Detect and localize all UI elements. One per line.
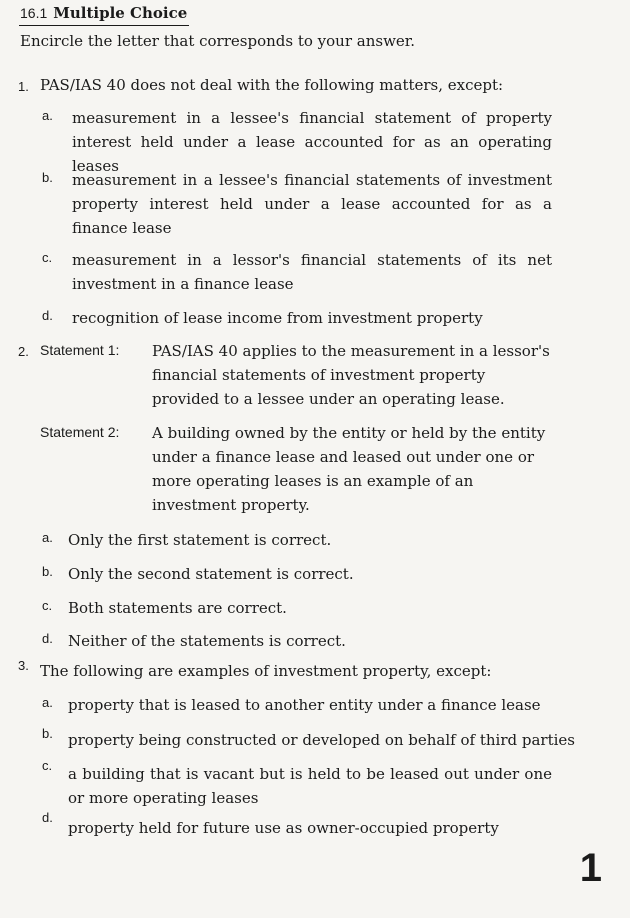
- option-letter: d.: [42, 631, 53, 646]
- q2-option-d[interactable]: [42, 629, 442, 655]
- section-heading: [20, 4, 187, 22]
- q3-option-c[interactable]: [42, 758, 582, 812]
- statement-1-label: Statement 1:: [40, 342, 120, 358]
- option-letter: a.: [42, 108, 53, 123]
- q3-option-b[interactable]: [42, 728, 582, 754]
- question-3-number: 3.: [18, 658, 29, 673]
- option-letter: a.: [42, 695, 53, 710]
- q1-option-c[interactable]: [42, 248, 562, 298]
- q1-option-a[interactable]: [42, 106, 562, 175]
- question-1-number: 1.: [18, 79, 29, 94]
- section-title: Multiple Choice: [53, 4, 188, 22]
- option-text: a building that is vacant but is held to be leased out under one or more operating leases: [68, 765, 552, 807]
- option-text: recognition of lease income from investment property: [72, 309, 483, 327]
- option-text: property being constructed or developed on behalf of third parties: [68, 731, 575, 749]
- q1-option-d[interactable]: [42, 306, 562, 332]
- option-letter: b.: [42, 726, 53, 741]
- option-letter: b.: [42, 170, 53, 185]
- title-underline: [19, 25, 189, 26]
- option-text: Only the second statement is correct.: [68, 565, 354, 583]
- statement-2-label: Statement 2:: [40, 424, 120, 440]
- option-text: property that is leased to another entity under a finance lease: [68, 696, 541, 714]
- question-1-text: PAS/IAS 40 does not deal with the following matters, except:: [40, 76, 504, 94]
- option-letter: d.: [42, 308, 53, 323]
- question-2-number: 2.: [18, 344, 29, 359]
- option-letter: a.: [42, 530, 53, 545]
- option-text: property held for future use as owner-occupied property: [68, 819, 499, 837]
- question-3-stem: The following are examples of investment property, except:: [40, 662, 492, 680]
- statement-2-text: A building owned by the entity or held by the entity under a finance lease and leased out under one or more operating leases is an example of an investment property.: [152, 424, 546, 514]
- q3-option-a[interactable]: [42, 693, 562, 719]
- section-number: 16.1: [20, 5, 48, 21]
- option-text: Neither of the statements is correct.: [68, 632, 346, 650]
- option-letter: b.: [42, 564, 53, 579]
- statement-1-text: PAS/IAS 40 applies to the measurement in a lessor's financial statements of investment property provided to a lessee under an operating lease.: [152, 342, 550, 408]
- option-text: measurement in a lessee's financial statements of investment property interest held under a lease accounted for as a finance lease: [72, 171, 552, 237]
- option-text: measurement in a lessee's financial statement of property interest held under a lease accounted for as an operating leases: [72, 109, 552, 175]
- option-letter: d.: [42, 810, 53, 825]
- instruction-text: Encircle the letter that corresponds to your answer.: [20, 32, 416, 50]
- q2-option-c[interactable]: [42, 596, 442, 622]
- q2-option-b[interactable]: [42, 562, 442, 588]
- question-1-stem: [18, 76, 504, 94]
- option-text: measurement in a lessor's financial statements of its net investment in a finance lease: [72, 251, 552, 293]
- option-letter: c.: [42, 758, 53, 773]
- option-letter: c.: [42, 598, 53, 613]
- q2-option-a[interactable]: [42, 528, 442, 554]
- option-text: Both statements are correct.: [68, 599, 287, 617]
- option-letter: c.: [42, 250, 53, 265]
- page-number: 1: [579, 846, 602, 890]
- q3-option-d[interactable]: [42, 810, 522, 842]
- option-text: Only the first statement is correct.: [68, 531, 332, 549]
- q1-option-b[interactable]: [42, 168, 562, 238]
